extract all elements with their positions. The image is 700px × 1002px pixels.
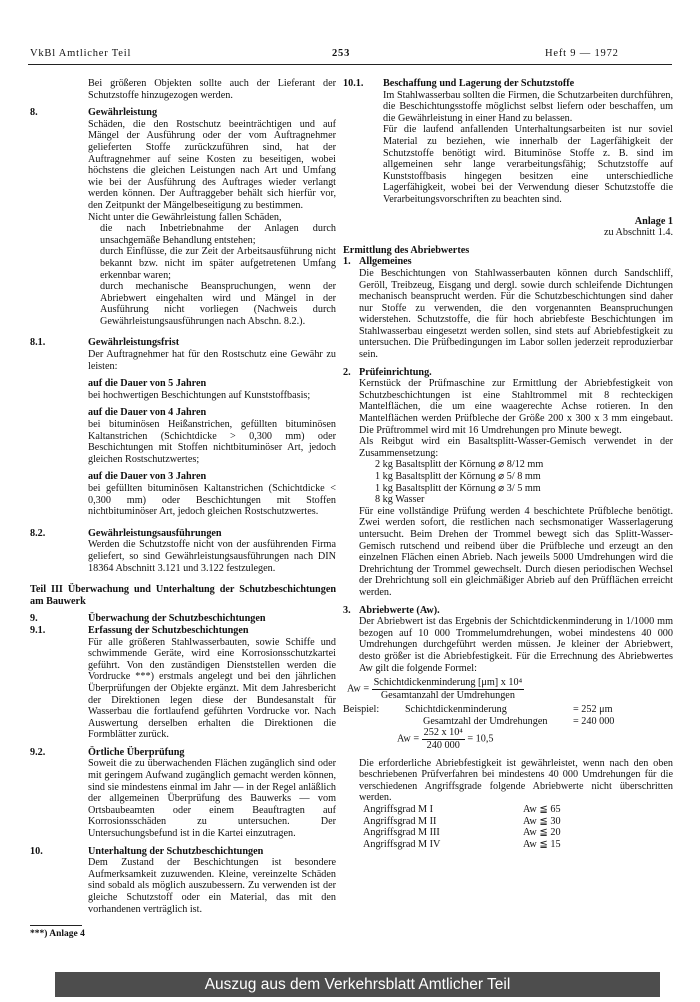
section-number: 3. (343, 604, 351, 616)
subheading: auf die Dauer von 5 Jahren (88, 378, 207, 390)
paragraph: Als Reibgut wird ein Basaltsplitt-Wasser-Gemisch verwendet in der Zusammensetzung: (359, 436, 673, 459)
right-column (343, 78, 673, 850)
section-number: 2. (343, 366, 351, 378)
list-item: durch Einflüsse, die zur Zeit der Arbeitsausführung nicht bekannt bzw. nicht im später aufgetretenen Umfang erkennbar waren; (100, 246, 336, 281)
formula-fraction (372, 677, 525, 701)
section-title: Abriebwerte (Aw). (359, 604, 440, 616)
annex-section-3-heading (343, 605, 673, 617)
section-number: 8.2. (30, 527, 46, 539)
section-title: Erfassung der Schutzbeschichtungen (88, 624, 249, 636)
section-title: Örtliche Überprüfung (88, 746, 185, 758)
left-column (30, 78, 336, 941)
example-denominator: 240 000 (426, 740, 460, 752)
section-number: 1. (343, 256, 351, 268)
section-number: 9. (30, 613, 38, 625)
grade-row (363, 839, 673, 851)
example-result: = 10,5 (467, 733, 494, 745)
formula-lhs: Aw = (347, 683, 370, 695)
section-title: Gewährleistungsfrist (88, 337, 180, 349)
section-10-1-heading (343, 78, 673, 90)
header-page-number: 253 (332, 48, 351, 59)
example-value-1: = 252 μm (573, 704, 613, 716)
section-number: 8. (30, 107, 38, 119)
footer-banner: Auszug aus dem Verkehrsblatt Amtlicher Teil (55, 972, 660, 997)
section-9-2-heading (30, 747, 336, 759)
grade-value: Aw ≦ 20 (523, 827, 561, 839)
grade-label: Angriffsgrad M III (363, 827, 440, 839)
paragraph: bei hochwertigen Beschichtungen auf Kunststoffbasis; (88, 389, 311, 401)
paragraph: bei bituminösen Heißanstrichen, gefüllten bituminösen Kaltanstrichen (Schichtdicke > 0,300 mm) oder Beschichtungen mit Stoffen nichtbituminöser Art, jedoch gleichen Rostschutzwertes; (88, 419, 336, 465)
mixture-item: 1 kg Basaltsplitt der Körnung ⌀ 3/ 5 mm (375, 482, 541, 494)
annex-label: Anlage 1 (634, 215, 673, 227)
mixture-item: 1 kg Basaltsplitt der Körnung ⌀ 5/ 8 mm (375, 471, 541, 482)
footnote: ***) Anlage 4 (30, 929, 85, 940)
section-number: 10. (30, 845, 43, 857)
grade-row (363, 827, 673, 839)
section-title: Unterhaltung der Schutzbeschichtungen (88, 845, 264, 857)
subheading: auf die Dauer von 3 Jahren (88, 471, 207, 483)
paragraph: Kernstück der Prüfmaschine zur Ermittlung der Abriebfestigkeit von Schutzbeschichtungen ist eine Stahltrommel mit 8 rechteckigen Mantelflächen, die um eine waagerechte Achse rotieren. In den Mantelflächen werden Prüfbleche der Größe 200 x 300 x 3 mm eingebaut. Die Prüftrommel wird mit 16 Umdrehungen pro Minute bewegt. (359, 378, 673, 436)
example-value-2: = 240 000 (573, 715, 615, 727)
header-issue: Heft 9 — 1972 (545, 48, 619, 59)
footnote-separator (30, 925, 82, 926)
example-label-2: Gesamtzahl der Umdrehungen (423, 715, 548, 727)
paragraph: Soweit die zu überwachenden Flächen zugänglich sind oder mit geringem Aufwand zugänglich gemacht werden können, sind sie mindestens einmal im Jahr — in der Regel anläßlich der allgemeinen Überprüfung des Bauwerks — vom Ortsbaubeamten oder einem Beauftragten auf Korrosionsschäden zu untersuchen. Der Untersuchungsbefund ist in die Kartei einzutragen. (88, 758, 336, 840)
example-fraction (422, 727, 465, 751)
grade-value: Aw ≦ 65 (523, 804, 561, 816)
paragraph: Für die laufend anfallenden Unterhaltungsarbeiten ist nur soviel Material zu beziehen, wie innerhalb der Lagerfähigkeit der Schutzstoffe benötigt wird. Bituminöse Stoffe z. B. sind im allgemeinen sehr lange verarbeitungsfähig; Schutzstoffe auf Kunststoffbasis hingegen besitzen eine unterschiedliche Lagerfähigkeit, wobei bei der Verwendung dieser Schutzstoffe die Verarbeitungsvorschriften zu beachten sind. (383, 124, 673, 205)
section-title: Beschaffung und Lagerung der Schutzstoffe (383, 78, 575, 89)
intro-paragraph: Bei größeren Objekten sollte auch der Lieferant der Schutzstoffe hinzugezogen werden. (88, 78, 336, 101)
section-number: 9.2. (30, 746, 46, 758)
paragraph: Für eine vollständige Prüfung werden 4 beschichtete Prüfbleche benötigt. Zwei werden sofort, die restlichen nach sechsmonatiger Wasserlagerung untersucht. Beim Drehen der Trommel bewegt sich das Splitt-Wasser-Gemisch rutschend und reibend über die Prüfbleche und erzeugt an den einzelnen Flächen einen Abrieb. Nach jeweils 5000 Umdrehungen wird die Drehrichtung der Trommel gewechselt. Durch diesen periodischen Wechsel der Drehrichtung soll ein gleichmäßiger Abrieb auf den Prüfflächen erreicht werden. (359, 505, 673, 598)
section-number: 10.1. (343, 78, 364, 89)
paragraph: Dem Zustand der Beschichtungen ist besondere Aufmerksamkeit zuzuwenden. Kleine, vereinzelte Schäden sind sobald als möglich auszubessern. Zu verwenden ist der gleiche Schutzstoff oder ein Material, das mit den vorhandenen verträglich ist. (88, 857, 336, 915)
paragraph: Die Beschichtungen von Stahlwasserbauten können durch Sandschliff, Geröll, Treibzeug, Eisgang und dergl. sowie durch schleifende Dichtungen mechanisch beansprucht werden. Für die Schutzbeschichtungen sind daher nur Stoffe zu verwenden, die den vorgenannten Beanspruchungen widerstehen. Schutzstoffe, die für hoch abriebfeste Beschichtungen im Stahlwasserbau eingesetzt werden sollen, sind stets auf Abriebfestigkeit zu untersuchen. Die Prüfbedingungen im Labor sollen jederzeit reproduzierbar sein. (359, 267, 673, 361)
section-8-heading (30, 107, 336, 119)
grade-label: Angriffsgrad M II (363, 815, 437, 827)
paragraph: Im Stahlwasserbau sollten die Firmen, die Schutzarbeiten durchführen, die Beschichtungsstoffe möglichst selbst liefern oder beschaffen, um die Gewährleistung in einer Hand zu belassen. (383, 89, 673, 124)
paragraph: Der Auftragnehmer hat für den Rostschutz eine Gewähr zu leisten: (88, 349, 336, 372)
example-row (343, 704, 673, 716)
section-number: 8.1. (30, 337, 46, 349)
example-aw: Aw = (397, 733, 420, 745)
mixture-item: 2 kg Basaltsplitt der Körnung ⌀ 8/12 mm (375, 459, 544, 471)
grade-row (363, 816, 673, 828)
example-row (343, 716, 673, 728)
formula (343, 677, 673, 701)
paragraph: Werden die Schutzstoffe nicht von der ausführenden Firma geliefert, so sind Gewährleistungsausführungen nach DIN 18364 Abschnitt 3.121 und 3.122 festzulegen. (88, 539, 336, 574)
subheading: auf die Dauer von 4 Jahren (88, 407, 207, 419)
section-title: Allgemeines (359, 256, 412, 268)
part-3-heading: Teil III Überwachung und Unterhaltung der Schutzbeschichtungen am Bauwerk (30, 584, 336, 607)
section-9-1-heading (30, 625, 336, 637)
example-label: Beispiel: (343, 704, 380, 716)
grade-label: Angriffsgrad M IV (363, 838, 441, 850)
section-title: Gewährleistung (88, 107, 158, 119)
grade-value: Aw ≦ 30 (523, 815, 561, 827)
example-label-1: Schichtdickenminderung (405, 704, 507, 716)
paragraph: Für alle größeren Stahlwasserbauten, sowie Schiffe und schwimmende Geräte, wird eine Korrosionsschutzkartei geführt. Von den zuständigen Dienststellen werden die Vordrucke ***) erstmals angelegt und bei den jährlichen Überprüfungen der Objekte ergänzt. Mit dem Jahresbericht der Direktionen legen diese der Bundesanstalt für Wasserbau die fortlaufend geführten Vordrucke vor. Nach Auswertung derselben erhalten die Direktionen die Formblätter zurück. (88, 636, 336, 741)
section-title: Überwachung der Schutzbeschichtungen (88, 613, 266, 625)
section-8-2-heading (30, 528, 336, 540)
paragraph: bei gefüllten bituminösen Kaltanstrichen (Schichtdicke < 0,300 mm) oder Beschichtungen mit Stoffen nichtbituminöser Art, jedoch gleichen Rostschutzwertes. (88, 483, 336, 518)
annex-reference: zu Abschnitt 1.4. (603, 227, 673, 239)
example-formula (343, 727, 673, 751)
formula-denominator: Gesamtanzahl der Umdrehungen (380, 689, 515, 701)
annex-title: Ermittlung des Abriebwertes (343, 244, 470, 256)
paragraph: Schäden, die den Rostschutz beeinträchtigen und auf Mängel der Ausführung oder der vom Auftragnehmer gelieferten Stoffe zurückzuführen sind, hat der Auftragnehmer auf seine Kosten zu beseitigen, wobei höchstens die gleichen Leistungen nach Art und Umfang wie bei der Ausführung des Auftrages wieder verlangt werden können. Der Auftraggeber behält sich hierfür vor, den Zeitpunkt der Mängelbeseitigung zu bestimmen. (88, 118, 336, 211)
annex-section-1-heading (343, 256, 673, 268)
header-journal: VkBl Amtlicher Teil (30, 48, 132, 59)
section-number: 9.1. (30, 624, 46, 636)
section-10-heading (30, 846, 336, 858)
header-rule (28, 64, 672, 65)
paragraph: Der Abriebwert ist das Ergebnis der Schichtdickenminderung in 1/1000 mm bezogen auf 10 000 Trommelumdrehungen, wobei mindestens 40 000 Umdrehungen durchgeführt werden müssen. Je kleiner der Abriebwert, desto größer ist die Abriebfestigkeit. Für die Errechnung des Abriebwertes Aw gilt die folgende Formel: (359, 616, 673, 674)
formula-numerator: Schichtdickenminderung [μm] x 10⁴ (373, 677, 523, 689)
grade-row (363, 804, 673, 816)
paragraph: Die erforderliche Abriebfestigkeit ist gewährleistet, wenn nach den oben beschriebenen Prüfverfahren bei mindestens 40 000 Umdrehungen für die verschiedenen Angriffsgrade folgende Abriebwerte nicht überschritten werden. (359, 757, 673, 804)
grade-label: Angriffsgrad M I (363, 804, 433, 816)
section-9-heading (30, 613, 336, 625)
paragraph: Nicht unter die Gewährleistung fallen Schäden, (88, 211, 282, 223)
example-numerator: 252 x 10⁴ (423, 727, 463, 739)
grade-list (343, 804, 673, 850)
section-title: Prüfeinrichtung. (359, 366, 432, 378)
annex-section-2-heading (343, 367, 673, 379)
grade-value: Aw ≦ 15 (523, 838, 561, 850)
section-title: Gewährleistungsausführungen (88, 527, 222, 539)
list-item: durch mechanische Beanspruchungen, wenn der Abriebwert eingehalten wird und Mängel in der Ausführung nicht vorliegen (Nachweis durch Gewährleistungsausführungen nach Abschn. 8.2.). (100, 281, 336, 327)
section-8-1-heading (30, 337, 336, 349)
mixture-item: 8 kg Wasser (375, 494, 425, 506)
list-item: die nach Inbetriebnahme der Anlagen durch unsachgemäße Behandlung entstehen; (100, 223, 336, 246)
